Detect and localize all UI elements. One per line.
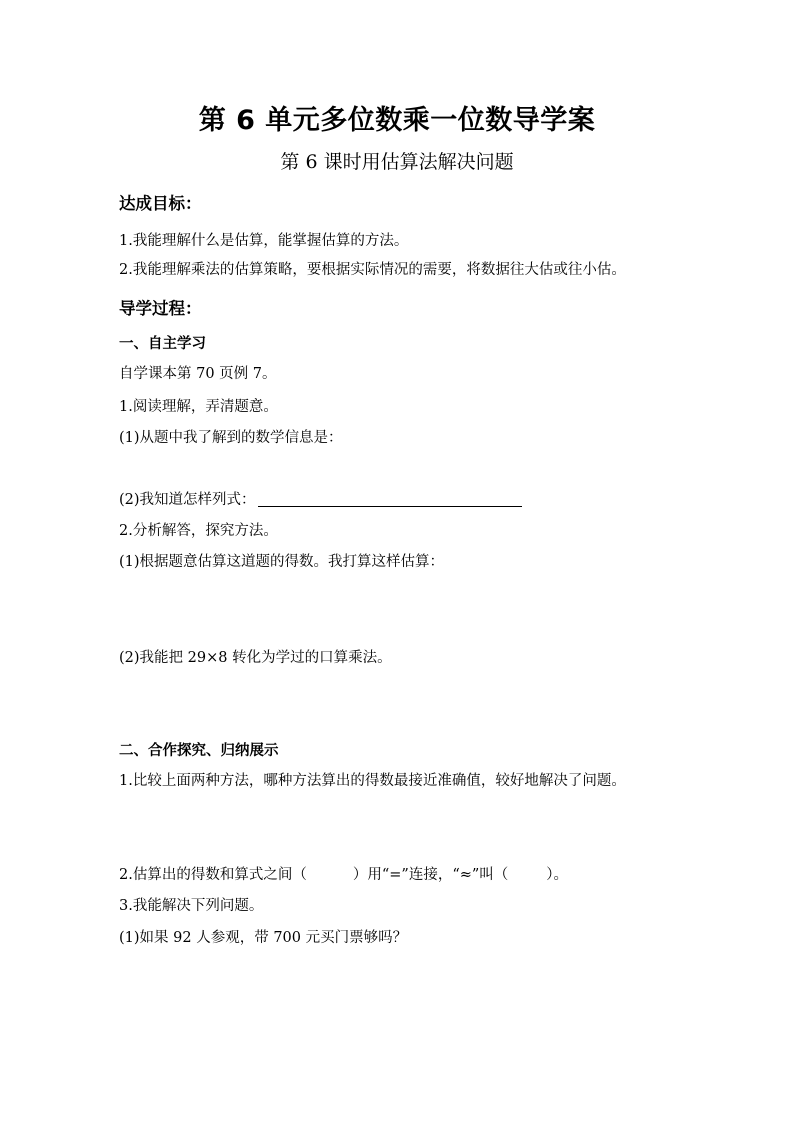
section1-heading: 一、自主学习 [119, 336, 206, 352]
question-1-2-text: (2)我知道怎样列式： [119, 492, 256, 508]
section2-question-3: 3.我能解决下列问题。 [119, 898, 264, 914]
question-2-part-2: ）用“=”连接，“≈”叫（ [352, 867, 509, 883]
section2-question-3-1: (1)如果 92 人参观，带 700 元买门票够吗？ [119, 930, 408, 946]
document-subtitle: 第 6 课时用估算法解决问题 [280, 151, 514, 173]
section1-question-1-1: (1)从题中我了解到的数学信息是： [119, 430, 343, 446]
section1-intro: 自学课本第 70 页例 7。 [119, 366, 277, 382]
question-2-part-3: ）。 [546, 867, 569, 883]
section2-heading: 二、合作探究、归纳展示 [119, 743, 279, 759]
process-heading: 导学过程： [119, 299, 202, 318]
section1-question-1-2 [119, 488, 522, 509]
section1-question-1: 1.阅读理解，弄清题意。 [119, 399, 278, 415]
document-title: 第 6 单元多位数乘一位数导学案 [198, 105, 596, 136]
goal-item-2: 2.我能理解乘法的估算策略，要根据实际情况的需要，将数据往大估或往小估。 [119, 262, 626, 278]
section2-question-2 [119, 863, 568, 884]
section1-question-2-2: (2)我能把 29×8 转化为学过的口算乘法。 [119, 650, 392, 666]
goal-item-1: 1.我能理解什么是估算，能掌握估算的方法。 [119, 233, 409, 249]
answer-blank-line[interactable] [258, 492, 522, 507]
goals-heading: 达成目标： [119, 194, 202, 213]
section1-question-2: 2.分析解答，探究方法。 [119, 523, 278, 539]
question-2-part-1: 2.估算出的得数和算式之间（ [119, 867, 307, 883]
section2-question-1: 1.比较上面两种方法，哪种方法算出的得数最接近准确值，较好地解决了问题。 [119, 773, 626, 789]
section1-question-2-1: (1)根据题意估算这道题的得数。我打算这样估算： [119, 554, 445, 570]
